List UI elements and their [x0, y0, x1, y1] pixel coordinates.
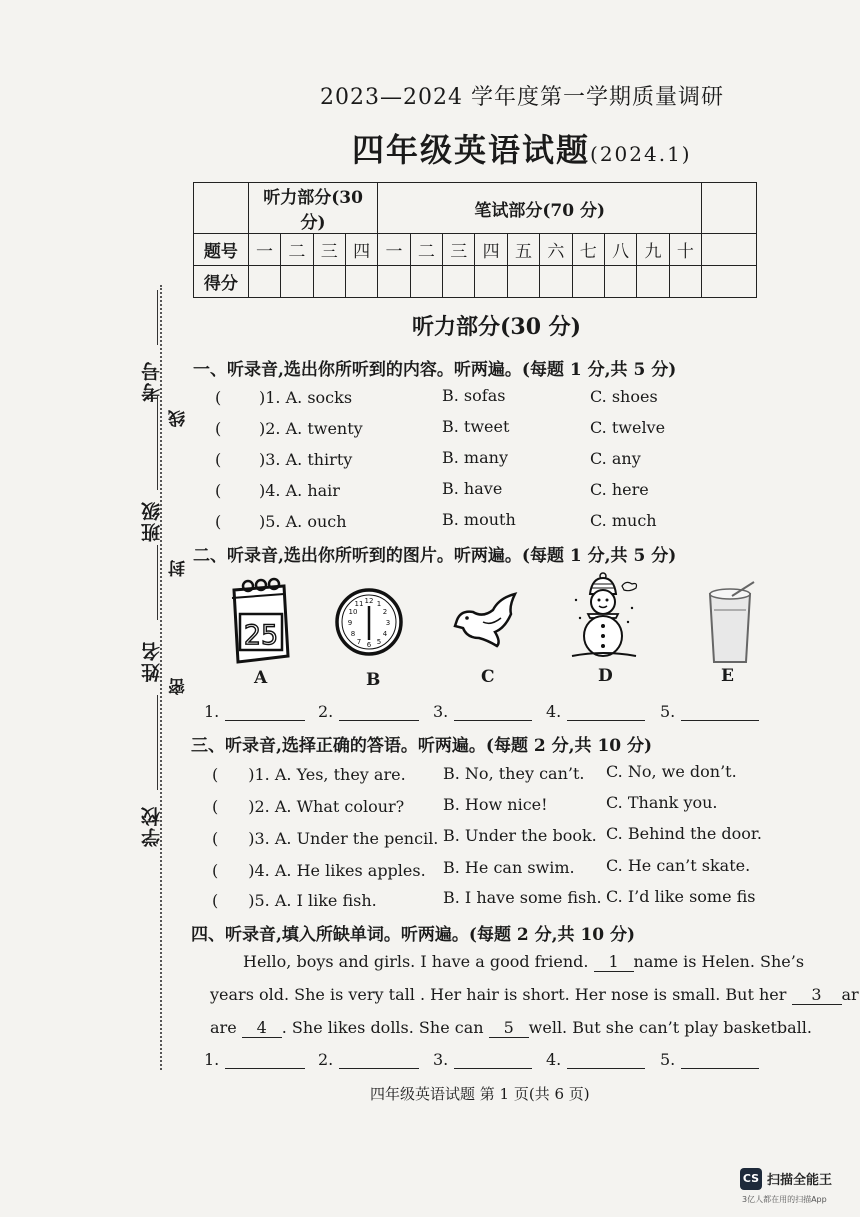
score-cell[interactable] [313, 266, 345, 298]
svg-text:9: 9 [347, 619, 353, 627]
secret-char: 密 [169, 678, 189, 695]
svg-text:8: 8 [350, 630, 356, 638]
option-c: C. here [590, 480, 649, 499]
picture-label-e: E [721, 666, 734, 686]
writing-col-2: 二 [410, 234, 442, 266]
score-cell[interactable] [248, 266, 280, 298]
option-c: C. Behind the door. [606, 824, 762, 843]
answer-blank-row [546, 702, 645, 721]
camscanner-name: 扫描全能王 [767, 1173, 833, 1188]
row-label-score: 得分 [194, 266, 249, 298]
section2-title: 二、听录音,选出你所听到的图片。听两遍。(每题 1 分,共 5 分) [193, 546, 677, 566]
answer-blank-row [318, 1050, 419, 1069]
writing-col-7: 七 [572, 234, 604, 266]
option-b: B. No, they can’t. [443, 764, 585, 783]
svg-text:12: 12 [364, 597, 374, 605]
row-label-no: 题号 [194, 234, 249, 266]
answer-blank[interactable] [225, 1068, 305, 1069]
answer-num: 5. [660, 1050, 676, 1069]
total-col [702, 234, 757, 266]
score-cell[interactable] [669, 266, 701, 298]
writing-col-4: 四 [475, 234, 507, 266]
passage-text: . She likes dolls. She can [281, 1018, 484, 1037]
option-c: C. No, we don’t. [606, 762, 737, 781]
school-label: 学校 [141, 805, 163, 847]
listening-header-cell: 听力部分(30 分) [248, 183, 378, 234]
picture-label-d: D [598, 666, 613, 686]
answer-num: 3. [433, 702, 449, 721]
option-b: B. tweet [442, 417, 510, 436]
listening-col-4: 四 [345, 234, 377, 266]
passage-text: well. But she can’t play basketball. [528, 1018, 812, 1037]
snowman-icon [570, 570, 640, 662]
exam-title-text: 四年级英语试题 [352, 131, 591, 169]
answer-num: 1. [204, 702, 220, 721]
passage-blank-4[interactable]: 4 [242, 1018, 282, 1038]
class-label: 班级 [141, 500, 163, 542]
passage-line-2 [210, 985, 859, 1005]
passage-line-1 [243, 952, 804, 972]
list-item: ( )1. A. Yes, they are. [212, 765, 406, 784]
answer-blank-row [204, 702, 305, 721]
exam-date: (2024.1) [590, 142, 692, 166]
passage-text: name is Helen. She’s [633, 952, 805, 971]
svg-text:1: 1 [376, 600, 382, 608]
option-b: B. I have some fish. [443, 888, 602, 907]
option-b: B. He can swim. [443, 858, 575, 877]
passage-blank-3[interactable]: 3 [792, 985, 842, 1005]
listening-col-3: 三 [313, 234, 345, 266]
list-item: ( )3. A. thirty [215, 450, 353, 469]
score-cell[interactable] [443, 266, 475, 298]
option-c: C. He can’t skate. [606, 856, 751, 875]
answer-blank[interactable] [454, 1068, 532, 1069]
list-item: ( )1. A. socks [215, 388, 353, 407]
camscanner-tagline: 3亿人都在用的扫描App [742, 1195, 827, 1204]
svg-text:11: 11 [354, 600, 364, 608]
score-cell[interactable] [604, 266, 636, 298]
picture-label-b: B [366, 670, 381, 690]
passage-blank-5[interactable]: 5 [489, 1018, 529, 1038]
score-table-corner [194, 183, 249, 234]
option-b: B. have [442, 479, 503, 498]
score-cell[interactable] [378, 266, 410, 298]
seal-line-char: 线 [169, 410, 189, 427]
answer-blank[interactable] [339, 720, 419, 721]
score-cell[interactable] [410, 266, 442, 298]
answer-num: 5. [660, 702, 676, 721]
svg-text:7: 7 [356, 638, 362, 646]
answer-blank-row [204, 1050, 305, 1069]
passage-text: ar [841, 985, 859, 1004]
passage-line-3 [210, 1018, 812, 1038]
answer-blank[interactable] [567, 720, 645, 721]
calendar-date: 25 [243, 620, 279, 651]
answer-num: 4. [546, 702, 562, 721]
score-cell[interactable] [540, 266, 572, 298]
answer-blank-row [546, 1050, 645, 1069]
writing-col-10: 十 [669, 234, 701, 266]
passage-text: are [210, 1018, 237, 1037]
score-cell[interactable] [345, 266, 377, 298]
score-cell[interactable] [475, 266, 507, 298]
answer-blank[interactable] [681, 1068, 759, 1069]
passage-blank-1[interactable]: 1 [594, 952, 634, 972]
score-cell[interactable] [572, 266, 604, 298]
svg-text:6: 6 [366, 641, 372, 649]
answer-num: 1. [204, 1050, 220, 1069]
answer-blank[interactable] [681, 720, 759, 721]
score-cell[interactable] [507, 266, 539, 298]
answer-num: 2. [318, 702, 334, 721]
option-c: C. shoes [590, 387, 658, 406]
list-item: ( )3. A. Under the pencil. [212, 829, 439, 848]
writing-col-8: 八 [604, 234, 636, 266]
score-table [193, 182, 757, 298]
writing-col-9: 九 [637, 234, 669, 266]
listening-col-1: 一 [248, 234, 280, 266]
option-b: B. mouth [442, 510, 516, 529]
section3-title: 三、听录音,选择正确的答语。听两遍。(每题 2 分,共 10 分) [191, 736, 653, 756]
option-b: B. sofas [442, 386, 506, 405]
answer-num: 3. [433, 1050, 449, 1069]
option-c: C. much [590, 511, 657, 530]
bird-icon [453, 592, 519, 650]
listening-section-heading: 听力部分(30 分) [412, 314, 582, 340]
seal-char: 封 [169, 560, 189, 577]
list-item: ( )4. A. He likes apples. [212, 861, 426, 880]
option-c: C. twelve [590, 418, 666, 437]
score-cell[interactable] [637, 266, 669, 298]
answer-blank-row [433, 702, 532, 721]
answer-num: 2. [318, 1050, 334, 1069]
total-header-cell [702, 183, 757, 234]
answer-blank-row [318, 702, 419, 721]
svg-text:3: 3 [385, 619, 391, 627]
writing-col-5: 五 [507, 234, 539, 266]
answer-blank[interactable] [454, 720, 532, 721]
option-b: B. many [442, 448, 508, 467]
listening-col-2: 二 [281, 234, 313, 266]
answer-num: 4. [546, 1050, 562, 1069]
answer-blank-row [433, 1050, 532, 1069]
exam-title [352, 125, 692, 171]
picture-label-a: A [254, 668, 268, 688]
list-item: ( )4. A. hair [215, 481, 340, 500]
exam-no-label: 考号 [141, 360, 163, 402]
answer-blank[interactable] [567, 1068, 645, 1069]
passage-text: years old. She is very tall . Her hair is short. Her nose is small. But her [210, 985, 787, 1004]
score-cell[interactable] [702, 266, 757, 298]
glass-icon [702, 580, 757, 666]
answer-blank[interactable] [339, 1068, 419, 1069]
section4-title: 四、听录音,填入所缺单词。听两遍。(每题 2 分,共 10 分) [191, 925, 636, 945]
option-b: B. Under the book. [443, 826, 597, 845]
picture-label-c: C [481, 667, 495, 687]
option-c: C. any [590, 449, 641, 468]
calendar-icon [226, 578, 292, 664]
answer-blank-row [660, 702, 759, 721]
option-b: B. How nice! [443, 795, 548, 814]
svg-text:10: 10 [348, 608, 358, 616]
exam-year-title: 2023—2024 学年度第一学期质量调研 [320, 85, 724, 110]
section1-title: 一、听录音,选出你所听到的内容。听两遍。(每题 1 分,共 5 分) [193, 360, 677, 380]
writing-col-3: 三 [443, 234, 475, 266]
writing-col-1: 一 [378, 234, 410, 266]
list-item: ( )2. A. What colour? [212, 797, 405, 816]
svg-text:2: 2 [382, 608, 388, 616]
svg-text:4: 4 [382, 630, 388, 638]
clock-icon [334, 586, 404, 658]
list-item: ( )5. A. I like fish. [212, 891, 377, 910]
score-cell[interactable] [281, 266, 313, 298]
camscanner-logo: CS [740, 1168, 762, 1190]
page-footer: 四年级英语试题 第 1 页(共 6 页) [370, 1085, 590, 1103]
list-item: ( )5. A. ouch [215, 512, 347, 531]
svg-text:5: 5 [376, 638, 382, 646]
name-label: 姓名 [141, 640, 163, 682]
option-c: C. I’d like some fis [606, 887, 756, 906]
option-c: C. Thank you. [606, 793, 718, 812]
writing-header-cell: 笔试部分(70 分) [378, 183, 702, 234]
passage-text: Hello, boys and girls. I have a good friend. [243, 952, 589, 971]
list-item: ( )2. A. twenty [215, 419, 363, 438]
answer-blank[interactable] [225, 720, 305, 721]
answer-blank-row [660, 1050, 759, 1069]
writing-col-6: 六 [540, 234, 572, 266]
